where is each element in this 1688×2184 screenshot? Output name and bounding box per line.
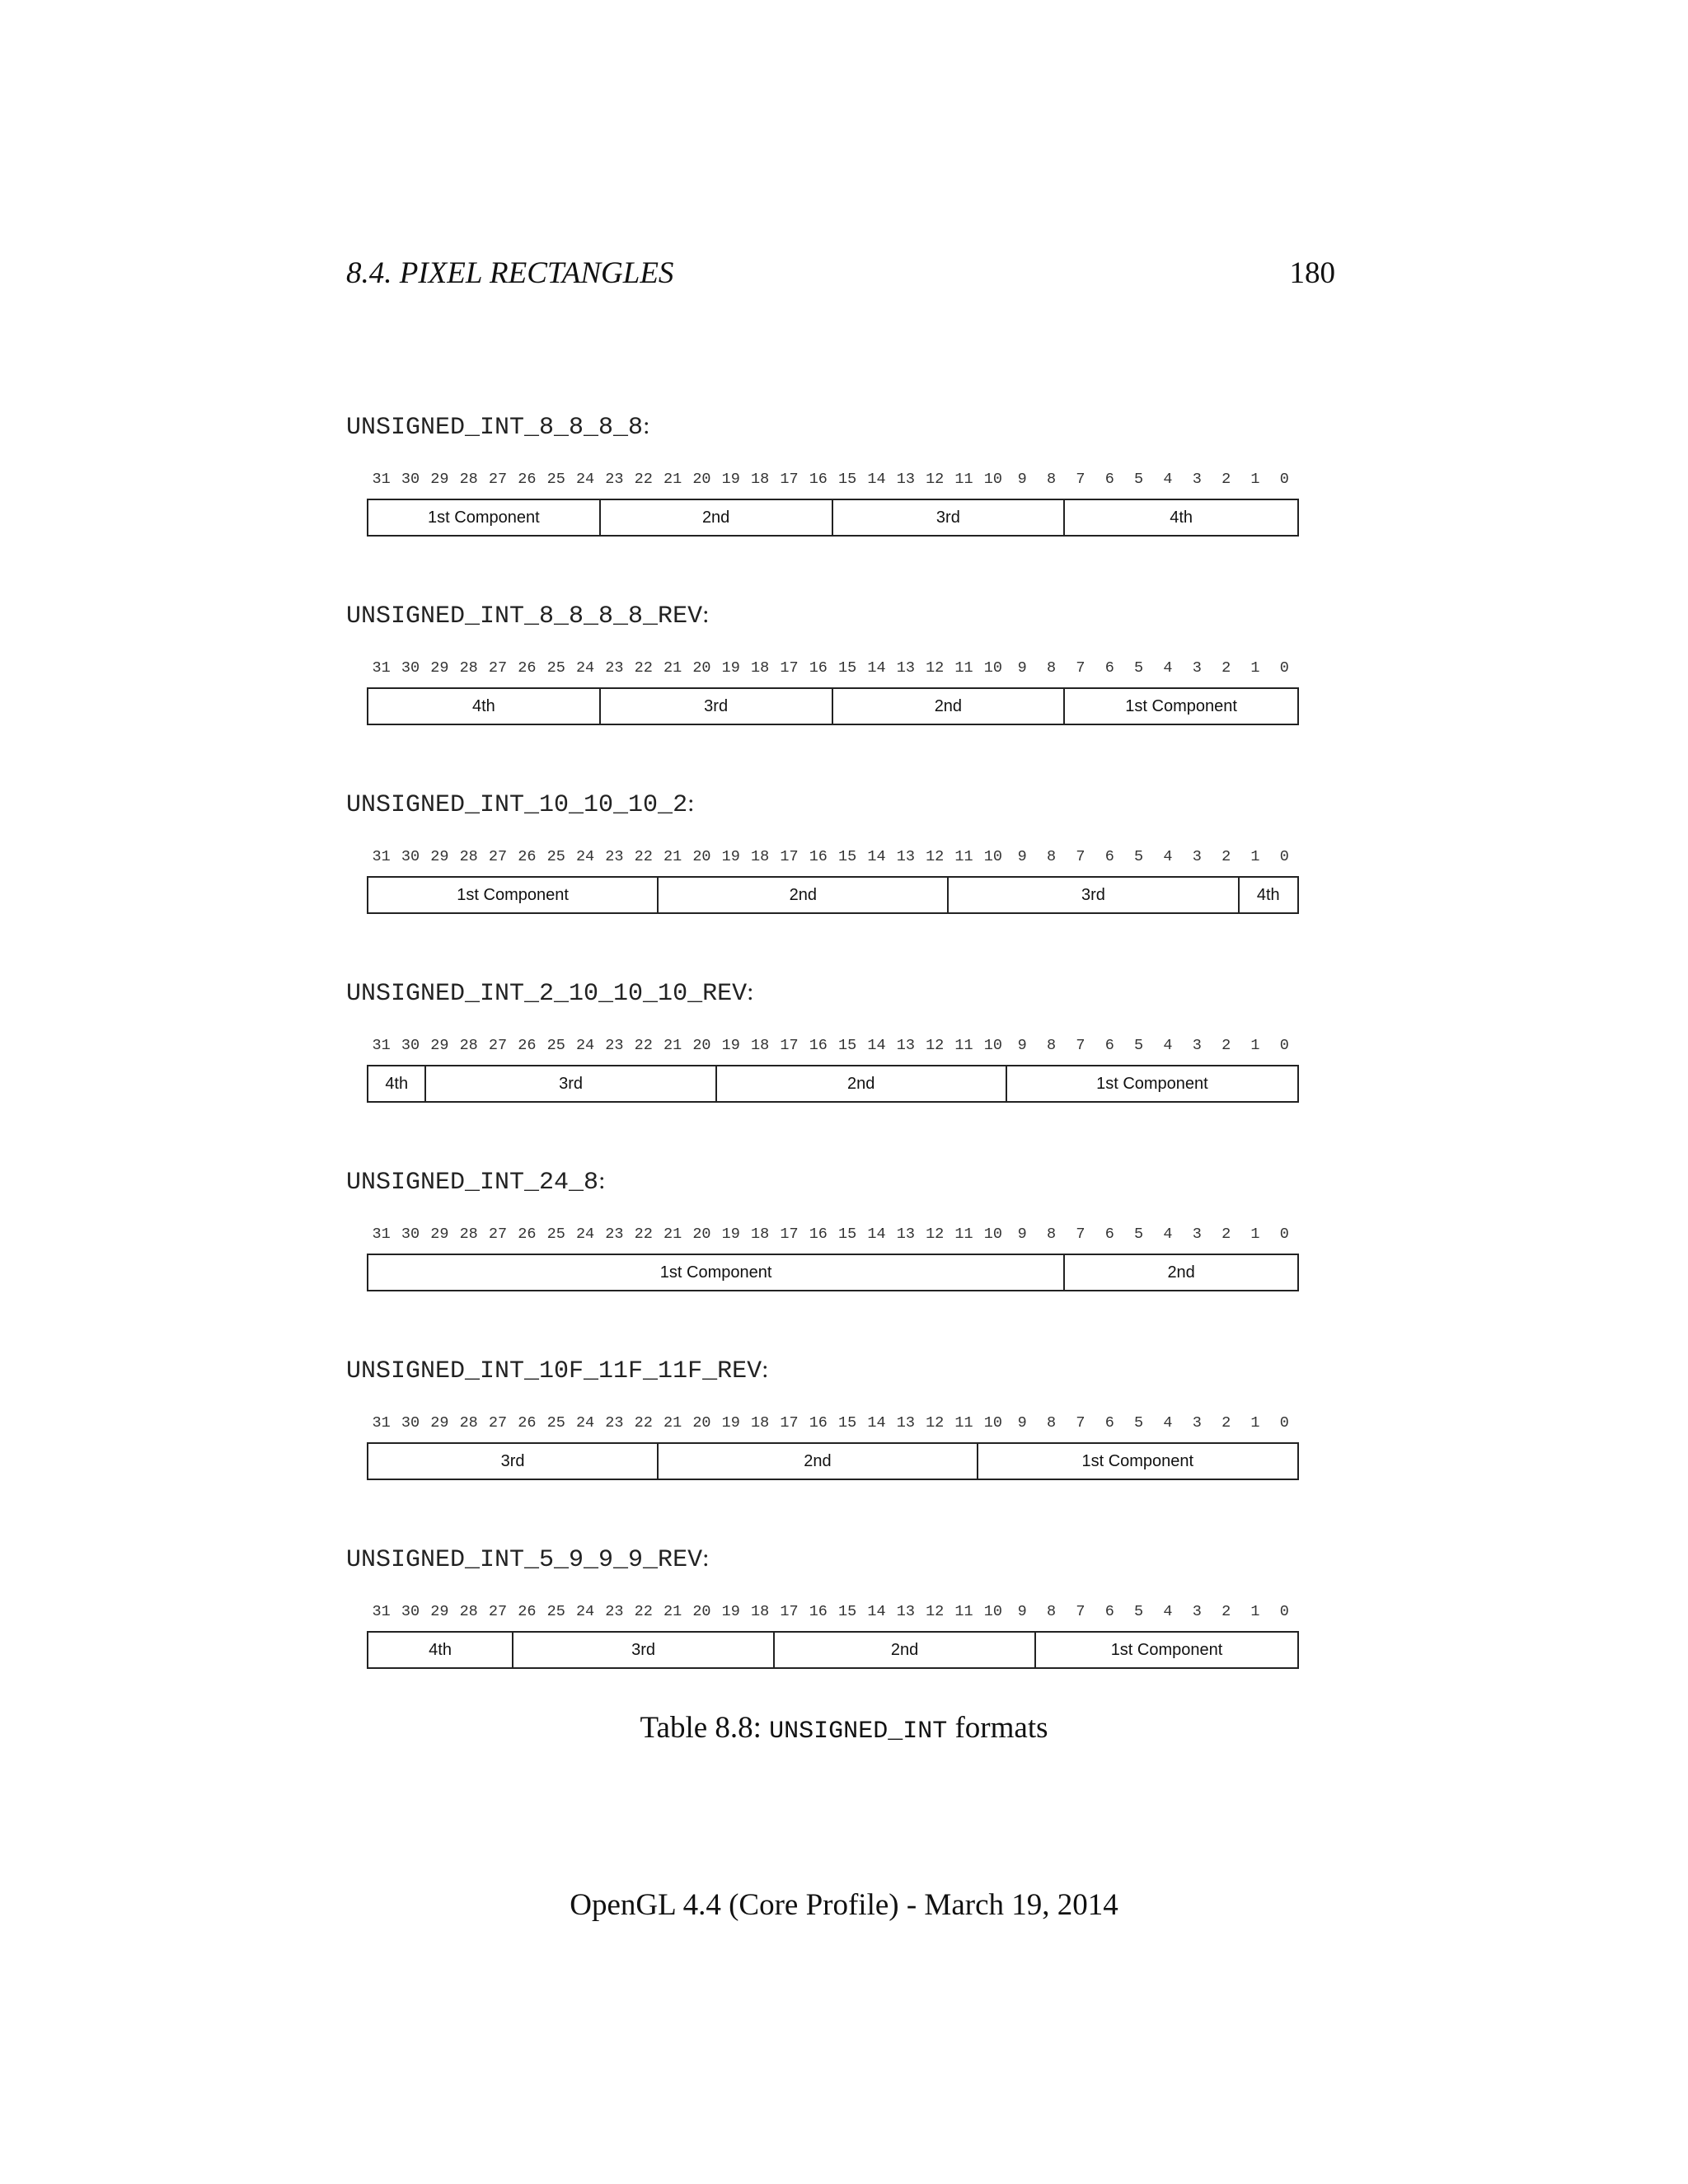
bit-index-label: 6 bbox=[1104, 1603, 1114, 1620]
bit-index-label: 11 bbox=[954, 1414, 973, 1432]
bit-field: 2nd bbox=[601, 500, 833, 535]
format-name-text: UNSIGNED_INT_5_9_9_9_REV bbox=[346, 1546, 703, 1574]
bit-index-label: 9 bbox=[1017, 1603, 1027, 1620]
bit-index-label: 27 bbox=[488, 659, 508, 677]
bit-field: 3rd bbox=[601, 689, 833, 724]
bit-index-label: 17 bbox=[780, 471, 799, 488]
bit-index-label: 23 bbox=[605, 1037, 624, 1054]
bit-field: 4th bbox=[368, 1633, 513, 1667]
bit-index-label: 20 bbox=[692, 1037, 711, 1054]
bit-field-box bbox=[367, 1442, 1299, 1480]
format-name-text: UNSIGNED_INT_8_8_8_8_REV bbox=[346, 602, 703, 630]
bit-index-label: 13 bbox=[896, 471, 915, 488]
bit-index-label: 2 bbox=[1221, 1037, 1231, 1054]
format-name-colon: : bbox=[762, 1356, 769, 1383]
bit-index-label: 23 bbox=[605, 659, 624, 677]
bit-index-label: 11 bbox=[954, 1226, 973, 1243]
bit-index-label: 9 bbox=[1017, 659, 1027, 677]
bit-index-label: 1 bbox=[1250, 848, 1260, 865]
bit-index-label: 13 bbox=[896, 848, 915, 865]
bit-index-label: 17 bbox=[780, 1603, 799, 1620]
bit-index-label: 29 bbox=[430, 471, 449, 488]
bit-index-label: 15 bbox=[838, 471, 857, 488]
bit-index-label: 18 bbox=[751, 1414, 770, 1432]
bit-field: 1st Component bbox=[1081, 1451, 1194, 1470]
bit-index-label: 7 bbox=[1076, 848, 1085, 865]
bit-field: 1st Component bbox=[1110, 1640, 1223, 1659]
bit-index-label: 20 bbox=[692, 1603, 711, 1620]
bit-index-label: 4 bbox=[1163, 848, 1173, 865]
bit-index-label: 15 bbox=[838, 1414, 857, 1432]
bit-index-label: 8 bbox=[1047, 848, 1057, 865]
bit-index-label: 24 bbox=[575, 1226, 595, 1243]
bit-index-row bbox=[367, 1225, 1299, 1244]
bit-index-label: 10 bbox=[983, 1414, 1002, 1432]
bit-index-row bbox=[367, 1413, 1299, 1433]
bit-index-label: 8 bbox=[1047, 1037, 1057, 1054]
bit-index-label: 13 bbox=[896, 1226, 915, 1243]
bit-field-box bbox=[367, 499, 1299, 537]
bit-field-box bbox=[367, 1065, 1299, 1103]
bit-index-label: 28 bbox=[459, 471, 478, 488]
bit-index-label: 4 bbox=[1163, 471, 1173, 488]
bit-index-label: 24 bbox=[575, 1414, 595, 1432]
bit-index-label: 17 bbox=[780, 848, 799, 865]
bit-index-label: 28 bbox=[459, 1414, 478, 1432]
bit-index-label: 4 bbox=[1163, 1226, 1173, 1243]
bit-field-box bbox=[367, 876, 1299, 914]
bit-index-label: 16 bbox=[809, 1414, 828, 1432]
bit-index-label: 22 bbox=[634, 1037, 653, 1054]
bit-index-label: 27 bbox=[488, 848, 508, 865]
bit-index-label: 7 bbox=[1076, 1037, 1085, 1054]
bit-index-label: 1 bbox=[1250, 471, 1260, 488]
page-footer: OpenGL 4.4 (Core Profile) - March 19, 2014 bbox=[570, 1888, 1118, 1922]
bit-index-label: 25 bbox=[546, 1603, 565, 1620]
bit-index-row bbox=[367, 1036, 1299, 1056]
bit-index-label: 12 bbox=[926, 1037, 945, 1054]
bit-index-label: 31 bbox=[372, 471, 391, 488]
bit-index-label: 5 bbox=[1134, 471, 1144, 488]
bit-field: 3rd bbox=[368, 1444, 659, 1479]
bit-index-label: 1 bbox=[1250, 659, 1260, 677]
bit-index-label: 8 bbox=[1047, 1226, 1057, 1243]
format-block bbox=[346, 976, 1385, 1093]
bit-index-label: 25 bbox=[546, 1226, 565, 1243]
bit-index-label: 17 bbox=[780, 1226, 799, 1243]
bit-index-label: 5 bbox=[1134, 659, 1144, 677]
bit-index-label: 10 bbox=[983, 1226, 1002, 1243]
bit-index-label: 13 bbox=[896, 659, 915, 677]
bit-field-box bbox=[367, 1254, 1299, 1291]
bit-index-label: 10 bbox=[983, 659, 1002, 677]
bit-index-label: 26 bbox=[518, 1037, 537, 1054]
bit-field: 2nd bbox=[717, 1066, 1007, 1101]
format-name-colon: : bbox=[687, 790, 695, 817]
table-caption bbox=[0, 1710, 1688, 1746]
bit-index-label: 17 bbox=[780, 1414, 799, 1432]
bit-index-label: 19 bbox=[721, 471, 740, 488]
bit-index-label: 16 bbox=[809, 471, 828, 488]
bit-field: 4th bbox=[1256, 885, 1280, 904]
bit-index-label: 26 bbox=[518, 1603, 537, 1620]
running-head bbox=[346, 255, 1335, 297]
bit-index-label: 26 bbox=[518, 1414, 537, 1432]
bit-index-label: 19 bbox=[721, 659, 740, 677]
bit-index-label: 24 bbox=[575, 659, 595, 677]
bit-index-label: 23 bbox=[605, 1226, 624, 1243]
bit-index-label: 24 bbox=[575, 1037, 595, 1054]
bit-index-label: 2 bbox=[1221, 659, 1231, 677]
bit-index-label: 30 bbox=[401, 848, 420, 865]
bit-field: 1st Component bbox=[368, 500, 601, 535]
bit-index-label: 21 bbox=[663, 848, 682, 865]
bit-index-label: 14 bbox=[867, 659, 886, 677]
bit-index-label: 28 bbox=[459, 1037, 478, 1054]
caption-prefix: Table 8.8: bbox=[640, 1711, 770, 1745]
bit-index-label: 8 bbox=[1047, 659, 1057, 677]
bit-index-label: 12 bbox=[926, 848, 945, 865]
bit-index-label: 0 bbox=[1279, 1603, 1289, 1620]
bit-index-label: 23 bbox=[605, 1414, 624, 1432]
format-name-colon: : bbox=[598, 1167, 606, 1194]
bit-index-label: 27 bbox=[488, 1603, 508, 1620]
bit-index-label: 6 bbox=[1104, 1414, 1114, 1432]
bit-index-label: 2 bbox=[1221, 1226, 1231, 1243]
bit-index-label: 21 bbox=[663, 1414, 682, 1432]
bit-index-label: 22 bbox=[634, 659, 653, 677]
bit-index-label: 16 bbox=[809, 1603, 828, 1620]
bit-index-label: 7 bbox=[1076, 1603, 1085, 1620]
format-name bbox=[346, 1165, 1385, 1197]
bit-index-label: 0 bbox=[1279, 1226, 1289, 1243]
bit-index-label: 16 bbox=[809, 1037, 828, 1054]
bit-field: 4th bbox=[368, 1066, 426, 1101]
bit-index-label: 2 bbox=[1221, 471, 1231, 488]
bit-index-label: 25 bbox=[546, 1414, 565, 1432]
bit-index-label: 18 bbox=[751, 1037, 770, 1054]
bit-index-label: 14 bbox=[867, 471, 886, 488]
bit-field-box bbox=[367, 687, 1299, 725]
bit-index-label: 11 bbox=[954, 659, 973, 677]
bit-index-label: 9 bbox=[1017, 471, 1027, 488]
bit-index-label: 5 bbox=[1134, 848, 1144, 865]
bit-index-label: 26 bbox=[518, 471, 537, 488]
bit-index-label: 29 bbox=[430, 848, 449, 865]
bit-index-label: 1 bbox=[1250, 1037, 1260, 1054]
format-name bbox=[346, 410, 1385, 443]
bit-index-label: 6 bbox=[1104, 659, 1114, 677]
bit-index-label: 14 bbox=[867, 1037, 886, 1054]
bit-index-label: 5 bbox=[1134, 1603, 1144, 1620]
bit-index-label: 18 bbox=[751, 659, 770, 677]
bit-index-label: 12 bbox=[926, 471, 945, 488]
bit-index-label: 25 bbox=[546, 471, 565, 488]
section-title: 8.4. PIXEL RECTANGLES bbox=[346, 256, 674, 290]
bit-index-label: 25 bbox=[546, 1037, 565, 1054]
bit-index-label: 15 bbox=[838, 1037, 857, 1054]
format-block bbox=[346, 1542, 1385, 1659]
bit-index-label: 14 bbox=[867, 1603, 886, 1620]
format-name-colon: : bbox=[702, 601, 710, 628]
bit-index-label: 19 bbox=[721, 1603, 740, 1620]
bit-index-label: 22 bbox=[634, 471, 653, 488]
bit-index-label: 20 bbox=[692, 1226, 711, 1243]
bit-index-label: 18 bbox=[751, 471, 770, 488]
bit-field: 2nd bbox=[1167, 1263, 1195, 1282]
format-block bbox=[346, 1353, 1385, 1470]
bit-index-label: 6 bbox=[1104, 471, 1114, 488]
bit-index-label: 3 bbox=[1192, 1037, 1202, 1054]
bit-index-label: 15 bbox=[838, 848, 857, 865]
bit-index-label: 0 bbox=[1279, 659, 1289, 677]
format-name-text: UNSIGNED_INT_8_8_8_8 bbox=[346, 414, 644, 442]
bit-index-label: 17 bbox=[780, 1037, 799, 1054]
bit-index-label: 31 bbox=[372, 659, 391, 677]
bit-index-label: 25 bbox=[546, 659, 565, 677]
format-name-colon: : bbox=[643, 412, 650, 439]
bit-index-label: 10 bbox=[983, 848, 1002, 865]
bit-index-label: 19 bbox=[721, 1414, 740, 1432]
bit-index-label: 21 bbox=[663, 1037, 682, 1054]
bit-field: 1st Component bbox=[368, 878, 659, 912]
bit-field: 1st Component bbox=[1125, 696, 1237, 715]
bit-index-row bbox=[367, 470, 1299, 490]
bit-index-label: 4 bbox=[1163, 659, 1173, 677]
bit-index-label: 5 bbox=[1134, 1037, 1144, 1054]
bit-field-box bbox=[367, 1631, 1299, 1669]
bit-index-label: 8 bbox=[1047, 1603, 1057, 1620]
bit-index-label: 29 bbox=[430, 1603, 449, 1620]
format-name bbox=[346, 976, 1385, 1009]
bit-index-label: 11 bbox=[954, 471, 973, 488]
bit-field: 3rd bbox=[949, 878, 1239, 912]
bit-index-label: 3 bbox=[1192, 1603, 1202, 1620]
format-block bbox=[346, 1165, 1385, 1282]
bit-index-label: 1 bbox=[1250, 1414, 1260, 1432]
bit-field: 3rd bbox=[513, 1633, 775, 1667]
bit-index-row bbox=[367, 1602, 1299, 1622]
bit-index-label: 13 bbox=[896, 1414, 915, 1432]
format-name bbox=[346, 598, 1385, 631]
caption-code: UNSIGNED_INT bbox=[769, 1718, 948, 1746]
format-name bbox=[346, 787, 1385, 820]
bit-index-label: 22 bbox=[634, 1603, 653, 1620]
bit-index-label: 11 bbox=[954, 1603, 973, 1620]
bit-index-label: 30 bbox=[401, 1226, 420, 1243]
bit-index-label: 5 bbox=[1134, 1414, 1144, 1432]
bit-index-label: 22 bbox=[634, 1414, 653, 1432]
bit-index-label: 25 bbox=[546, 848, 565, 865]
bit-index-label: 21 bbox=[663, 1603, 682, 1620]
bit-field: 1st Component bbox=[368, 1255, 1065, 1290]
bit-index-label: 4 bbox=[1163, 1414, 1173, 1432]
bit-index-label: 30 bbox=[401, 1603, 420, 1620]
bit-field: 2nd bbox=[659, 878, 949, 912]
bit-index-label: 29 bbox=[430, 659, 449, 677]
bit-index-label: 3 bbox=[1192, 1226, 1202, 1243]
bit-field: 2nd bbox=[659, 1444, 978, 1479]
bit-index-label: 6 bbox=[1104, 848, 1114, 865]
bit-index-label: 23 bbox=[605, 848, 624, 865]
bit-index-label: 9 bbox=[1017, 1226, 1027, 1243]
bit-index-label: 0 bbox=[1279, 1037, 1289, 1054]
bit-index-label: 4 bbox=[1163, 1603, 1173, 1620]
bit-index-label: 28 bbox=[459, 1603, 478, 1620]
bit-index-label: 7 bbox=[1076, 1226, 1085, 1243]
bit-index-label: 16 bbox=[809, 659, 828, 677]
bit-index-label: 30 bbox=[401, 659, 420, 677]
bit-index-label: 21 bbox=[663, 659, 682, 677]
bit-index-label: 11 bbox=[954, 1037, 973, 1054]
format-name-text: UNSIGNED_INT_10_10_10_2 bbox=[346, 791, 688, 819]
bit-index-label: 7 bbox=[1076, 1414, 1085, 1432]
bit-field: 4th bbox=[368, 689, 601, 724]
bit-index-label: 7 bbox=[1076, 659, 1085, 677]
bit-field: 3rd bbox=[426, 1066, 716, 1101]
bit-index-label: 5 bbox=[1134, 1226, 1144, 1243]
bit-index-label: 0 bbox=[1279, 471, 1289, 488]
bit-index-label: 19 bbox=[721, 1226, 740, 1243]
bit-index-label: 28 bbox=[459, 1226, 478, 1243]
bit-index-label: 0 bbox=[1279, 1414, 1289, 1432]
bit-index-label: 31 bbox=[372, 848, 391, 865]
bit-field: 2nd bbox=[833, 689, 1066, 724]
bit-index-label: 8 bbox=[1047, 471, 1057, 488]
format-block bbox=[346, 787, 1385, 904]
bit-index-label: 10 bbox=[983, 1037, 1002, 1054]
bit-field: 4th bbox=[1170, 508, 1193, 527]
bit-field: 2nd bbox=[775, 1633, 1036, 1667]
bit-index-label: 2 bbox=[1221, 848, 1231, 865]
bit-index-label: 24 bbox=[575, 471, 595, 488]
format-block bbox=[346, 598, 1385, 715]
bit-index-label: 31 bbox=[372, 1414, 391, 1432]
bit-index-label: 9 bbox=[1017, 848, 1027, 865]
format-name-colon: : bbox=[747, 978, 754, 1005]
bit-index-label: 3 bbox=[1192, 659, 1202, 677]
bit-index-label: 7 bbox=[1076, 471, 1085, 488]
bit-index-label: 31 bbox=[372, 1037, 391, 1054]
bit-index-label: 19 bbox=[721, 848, 740, 865]
bit-index-label: 12 bbox=[926, 1226, 945, 1243]
bit-index-label: 26 bbox=[518, 848, 537, 865]
bit-index-label: 3 bbox=[1192, 1414, 1202, 1432]
bit-index-label: 12 bbox=[926, 1603, 945, 1620]
bit-index-label: 23 bbox=[605, 471, 624, 488]
bit-index-label: 30 bbox=[401, 1414, 420, 1432]
format-name-text: UNSIGNED_INT_10F_11F_11F_REV bbox=[346, 1357, 762, 1385]
bit-index-label: 10 bbox=[983, 1603, 1002, 1620]
bit-index-label: 2 bbox=[1221, 1603, 1231, 1620]
format-name bbox=[346, 1353, 1385, 1386]
bit-index-label: 0 bbox=[1279, 848, 1289, 865]
bit-index-label: 18 bbox=[751, 1603, 770, 1620]
bit-index-label: 24 bbox=[575, 848, 595, 865]
bit-index-label: 27 bbox=[488, 471, 508, 488]
bit-index-label: 21 bbox=[663, 1226, 682, 1243]
bit-index-label: 18 bbox=[751, 848, 770, 865]
bit-index-label: 27 bbox=[488, 1414, 508, 1432]
bit-index-label: 26 bbox=[518, 659, 537, 677]
bit-index-label: 6 bbox=[1104, 1226, 1114, 1243]
bit-index-label: 29 bbox=[430, 1414, 449, 1432]
bit-index-label: 27 bbox=[488, 1037, 508, 1054]
bit-index-label: 31 bbox=[372, 1226, 391, 1243]
bit-index-label: 3 bbox=[1192, 848, 1202, 865]
format-block bbox=[346, 410, 1385, 527]
bit-index-label: 22 bbox=[634, 848, 653, 865]
bit-index-label: 20 bbox=[692, 659, 711, 677]
bit-index-label: 22 bbox=[634, 1226, 653, 1243]
page-number: 180 bbox=[1289, 256, 1335, 290]
bit-index-row bbox=[367, 847, 1299, 867]
format-name bbox=[346, 1542, 1385, 1575]
bit-index-label: 16 bbox=[809, 848, 828, 865]
bit-index-label: 18 bbox=[751, 1226, 770, 1243]
bit-index-label: 29 bbox=[430, 1037, 449, 1054]
bit-index-label: 15 bbox=[838, 659, 857, 677]
bit-index-label: 17 bbox=[780, 659, 799, 677]
caption-suffix: formats bbox=[947, 1711, 1048, 1745]
bit-index-label: 28 bbox=[459, 848, 478, 865]
bit-index-label: 19 bbox=[721, 1037, 740, 1054]
bit-index-label: 20 bbox=[692, 848, 711, 865]
bit-index-label: 14 bbox=[867, 1226, 886, 1243]
format-name-text: UNSIGNED_INT_24_8 bbox=[346, 1169, 599, 1197]
bit-index-label: 9 bbox=[1017, 1414, 1027, 1432]
bit-index-label: 20 bbox=[692, 1414, 711, 1432]
bit-index-label: 2 bbox=[1221, 1414, 1231, 1432]
bit-index-row bbox=[367, 658, 1299, 678]
bit-index-label: 30 bbox=[401, 471, 420, 488]
bit-index-label: 8 bbox=[1047, 1414, 1057, 1432]
bit-index-label: 14 bbox=[867, 1414, 886, 1432]
bit-index-label: 24 bbox=[575, 1603, 595, 1620]
bit-index-label: 1 bbox=[1250, 1603, 1260, 1620]
bit-index-label: 14 bbox=[867, 848, 886, 865]
bit-index-label: 1 bbox=[1250, 1226, 1260, 1243]
bit-index-label: 12 bbox=[926, 659, 945, 677]
bit-index-label: 15 bbox=[838, 1226, 857, 1243]
bit-index-label: 29 bbox=[430, 1226, 449, 1243]
bit-index-label: 30 bbox=[401, 1037, 420, 1054]
bit-index-label: 16 bbox=[809, 1226, 828, 1243]
bit-index-label: 10 bbox=[983, 471, 1002, 488]
format-name-colon: : bbox=[702, 1544, 710, 1572]
bit-index-label: 13 bbox=[896, 1603, 915, 1620]
bit-index-label: 31 bbox=[372, 1603, 391, 1620]
bit-index-label: 28 bbox=[459, 659, 478, 677]
bit-index-label: 3 bbox=[1192, 471, 1202, 488]
format-name-text: UNSIGNED_INT_2_10_10_10_REV bbox=[346, 980, 748, 1008]
bit-index-label: 6 bbox=[1104, 1037, 1114, 1054]
bit-field: 1st Component bbox=[1096, 1074, 1208, 1093]
bit-index-label: 21 bbox=[663, 471, 682, 488]
bit-index-label: 12 bbox=[926, 1414, 945, 1432]
bit-field: 3rd bbox=[833, 500, 1066, 535]
bit-index-label: 23 bbox=[605, 1603, 624, 1620]
bit-index-label: 26 bbox=[518, 1226, 537, 1243]
bit-index-label: 4 bbox=[1163, 1037, 1173, 1054]
bit-index-label: 20 bbox=[692, 471, 711, 488]
bit-index-label: 11 bbox=[954, 848, 973, 865]
bit-index-label: 13 bbox=[896, 1037, 915, 1054]
bit-index-label: 15 bbox=[838, 1603, 857, 1620]
bit-index-label: 9 bbox=[1017, 1037, 1027, 1054]
bit-index-label: 27 bbox=[488, 1226, 508, 1243]
